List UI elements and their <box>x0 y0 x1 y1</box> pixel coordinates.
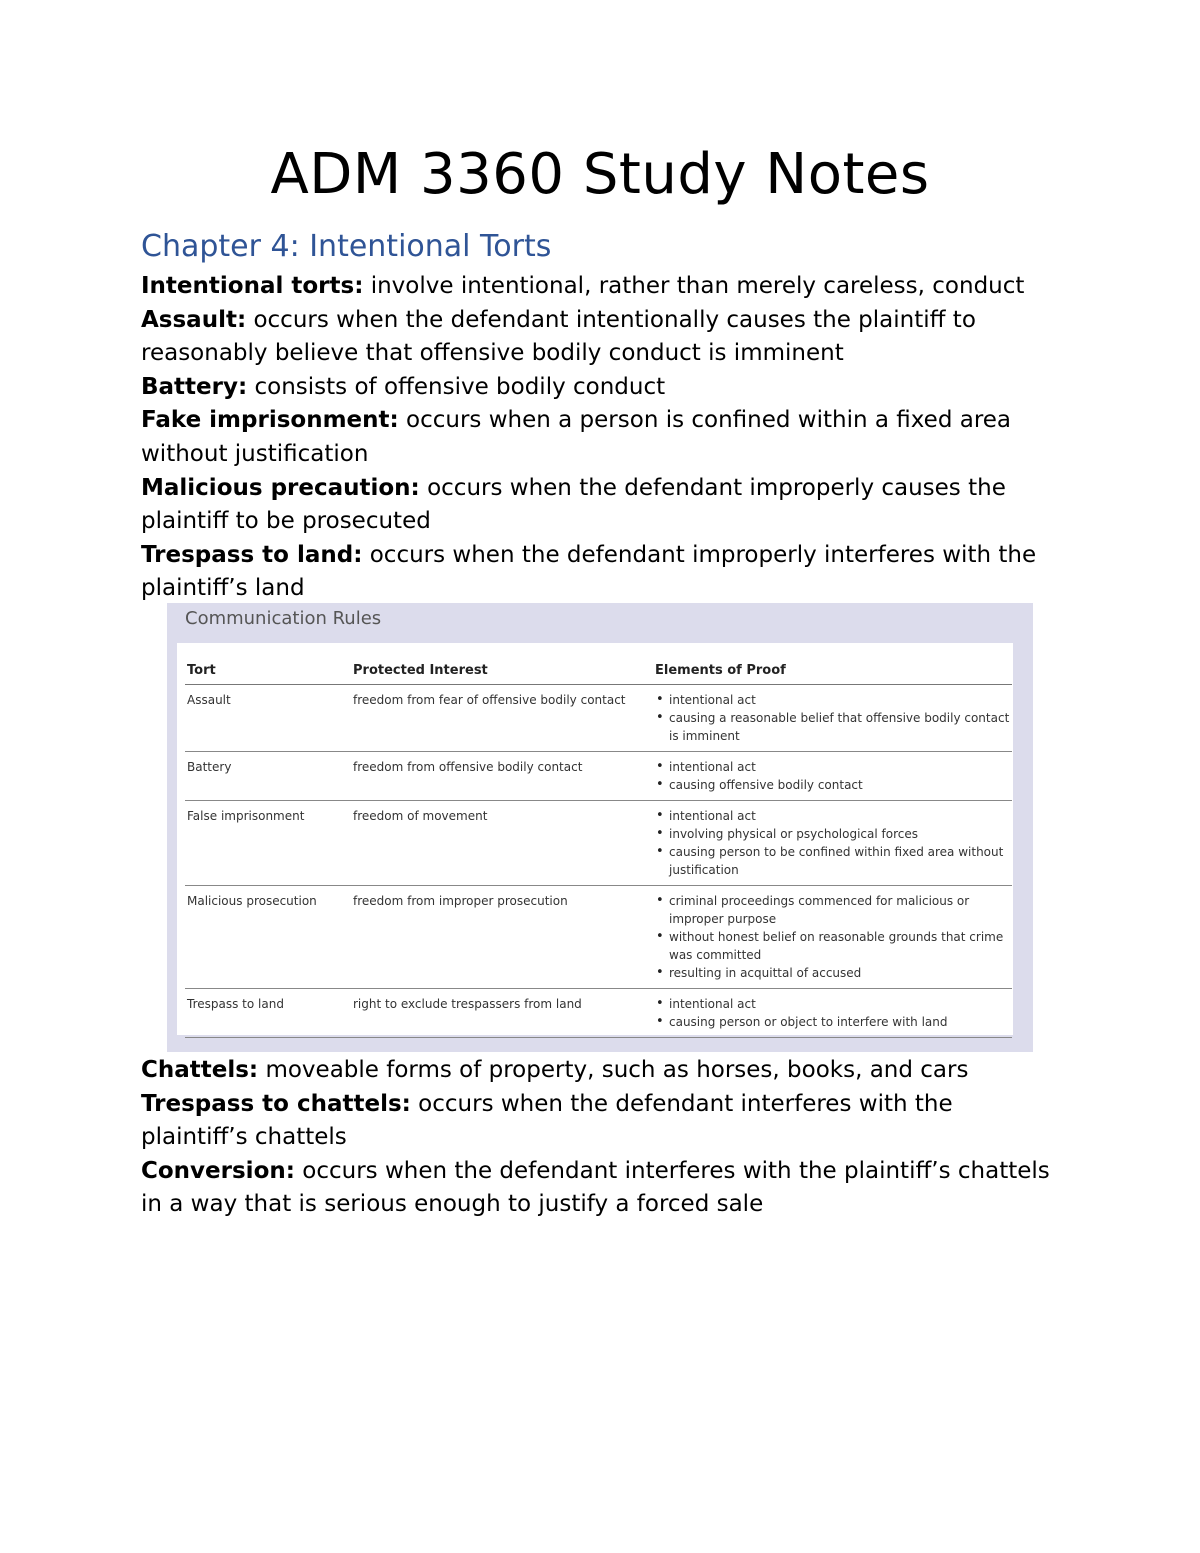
element-item: • resulting in acquittal of accused <box>669 964 1010 982</box>
element-item: • causing offensive bodily contact <box>669 776 1010 794</box>
element-item: • causing a reasonable belief that offensive bodily contact is imminent <box>669 709 1010 745</box>
table-row <box>185 685 1012 752</box>
definition-paragraph <box>141 472 1061 539</box>
element-item: • intentional act <box>669 758 1010 776</box>
cell-interest: freedom from improper prosecution <box>351 886 653 989</box>
definition-term: Chattels: <box>141 1057 259 1083</box>
element-item: • intentional act <box>669 807 1010 825</box>
table-row <box>185 886 1012 989</box>
element-item: • intentional act <box>669 691 1010 709</box>
definition-text: occurs when the defendant interferes with the plaintiff’s chattels in a way that is serious enough to justify a forced sale <box>141 1157 1050 1218</box>
element-item: • intentional act <box>669 995 1010 1013</box>
definition-paragraph <box>141 404 1061 471</box>
element-item: • involving physical or psychological forces <box>669 825 1010 843</box>
definition-paragraph <box>141 1088 1061 1155</box>
element-item: • criminal proceedings commenced for malicious or improper purpose <box>669 892 1010 928</box>
cell-tort: Trespass to land <box>185 989 351 1038</box>
element-item: • without honest belief on reasonable grounds that crime was committed <box>669 928 1010 964</box>
cell-tort: False imprisonment <box>185 801 351 886</box>
definition-text: occurs when the defendant improperly causes the plaintiff to be prosecuted <box>141 474 1006 535</box>
definition-text: moveable forms of property, such as horses, books, and cars <box>258 1057 969 1083</box>
definition-term: Intentional torts: <box>141 273 364 299</box>
rules-table <box>185 659 1012 1038</box>
cell-elements <box>653 801 1012 886</box>
cell-interest: freedom from fear of offensive bodily contact <box>351 685 653 752</box>
definition-term: Fake imprisonment: <box>141 407 399 434</box>
cell-tort: Battery <box>185 752 351 801</box>
definition-term: Malicious precaution: <box>141 474 420 501</box>
table-header-row <box>185 659 1012 685</box>
cell-elements <box>653 886 1012 989</box>
cell-tort: Malicious prosecution <box>185 886 351 989</box>
definition-term: Battery: <box>141 373 248 400</box>
communication-rules-figure <box>167 603 1033 1052</box>
definition-text: occurs when the defendant intentionally causes the plaintiff to reasonably believe that offensive bodily conduct is imminent <box>141 306 976 367</box>
cell-elements <box>653 685 1012 752</box>
definition-term: Conversion: <box>141 1157 295 1184</box>
figure-title: Communication Rules <box>185 608 382 629</box>
table-row <box>185 752 1012 801</box>
header-tort: Tort <box>185 659 351 685</box>
definitions-block-top <box>141 270 1061 606</box>
definitions-block-bottom <box>141 1054 1061 1222</box>
definition-paragraph <box>141 1054 1061 1088</box>
header-protected-interest: Protected Interest <box>351 659 653 685</box>
table-row <box>185 801 1012 886</box>
definition-term: Assault: <box>141 306 247 333</box>
cell-elements <box>653 752 1012 801</box>
definition-text: involve intentional, rather than merely careless, conduct <box>363 273 1025 299</box>
definition-paragraph <box>141 539 1061 606</box>
figure-table-panel <box>177 643 1013 1035</box>
definition-text: consists of offensive bodily conduct <box>247 373 666 400</box>
table-row <box>185 989 1012 1038</box>
definition-paragraph <box>141 371 1061 405</box>
cell-interest: freedom of movement <box>351 801 653 886</box>
definition-paragraph <box>141 304 1061 371</box>
document-title: ADM 3360 Study Notes <box>270 142 930 207</box>
cell-interest: right to exclude trespassers from land <box>351 989 653 1038</box>
definition-term: Trespass to land: <box>141 541 363 568</box>
cell-interest: freedom from offensive bodily contact <box>351 752 653 801</box>
cell-elements <box>653 989 1012 1038</box>
definition-text: occurs when the defendant improperly interferes with the plaintiff’s land <box>141 541 1037 602</box>
definition-text: occurs when the defendant interferes with the plaintiff’s chattels <box>141 1090 953 1151</box>
chapter-heading: Chapter 4: Intentional Torts <box>141 229 552 264</box>
definition-paragraph <box>141 270 1061 304</box>
definition-term: Trespass to chattels: <box>141 1090 411 1117</box>
definition-paragraph <box>141 1155 1061 1222</box>
element-item: • causing person to be confined within fixed area without justification <box>669 843 1010 879</box>
header-elements-of-proof: Elements of Proof <box>653 659 1012 685</box>
element-item: • causing person or object to interfere with land <box>669 1013 1010 1031</box>
cell-tort: Assault <box>185 685 351 752</box>
definition-text: occurs when a person is confined within a fixed area without justification <box>141 407 1012 467</box>
